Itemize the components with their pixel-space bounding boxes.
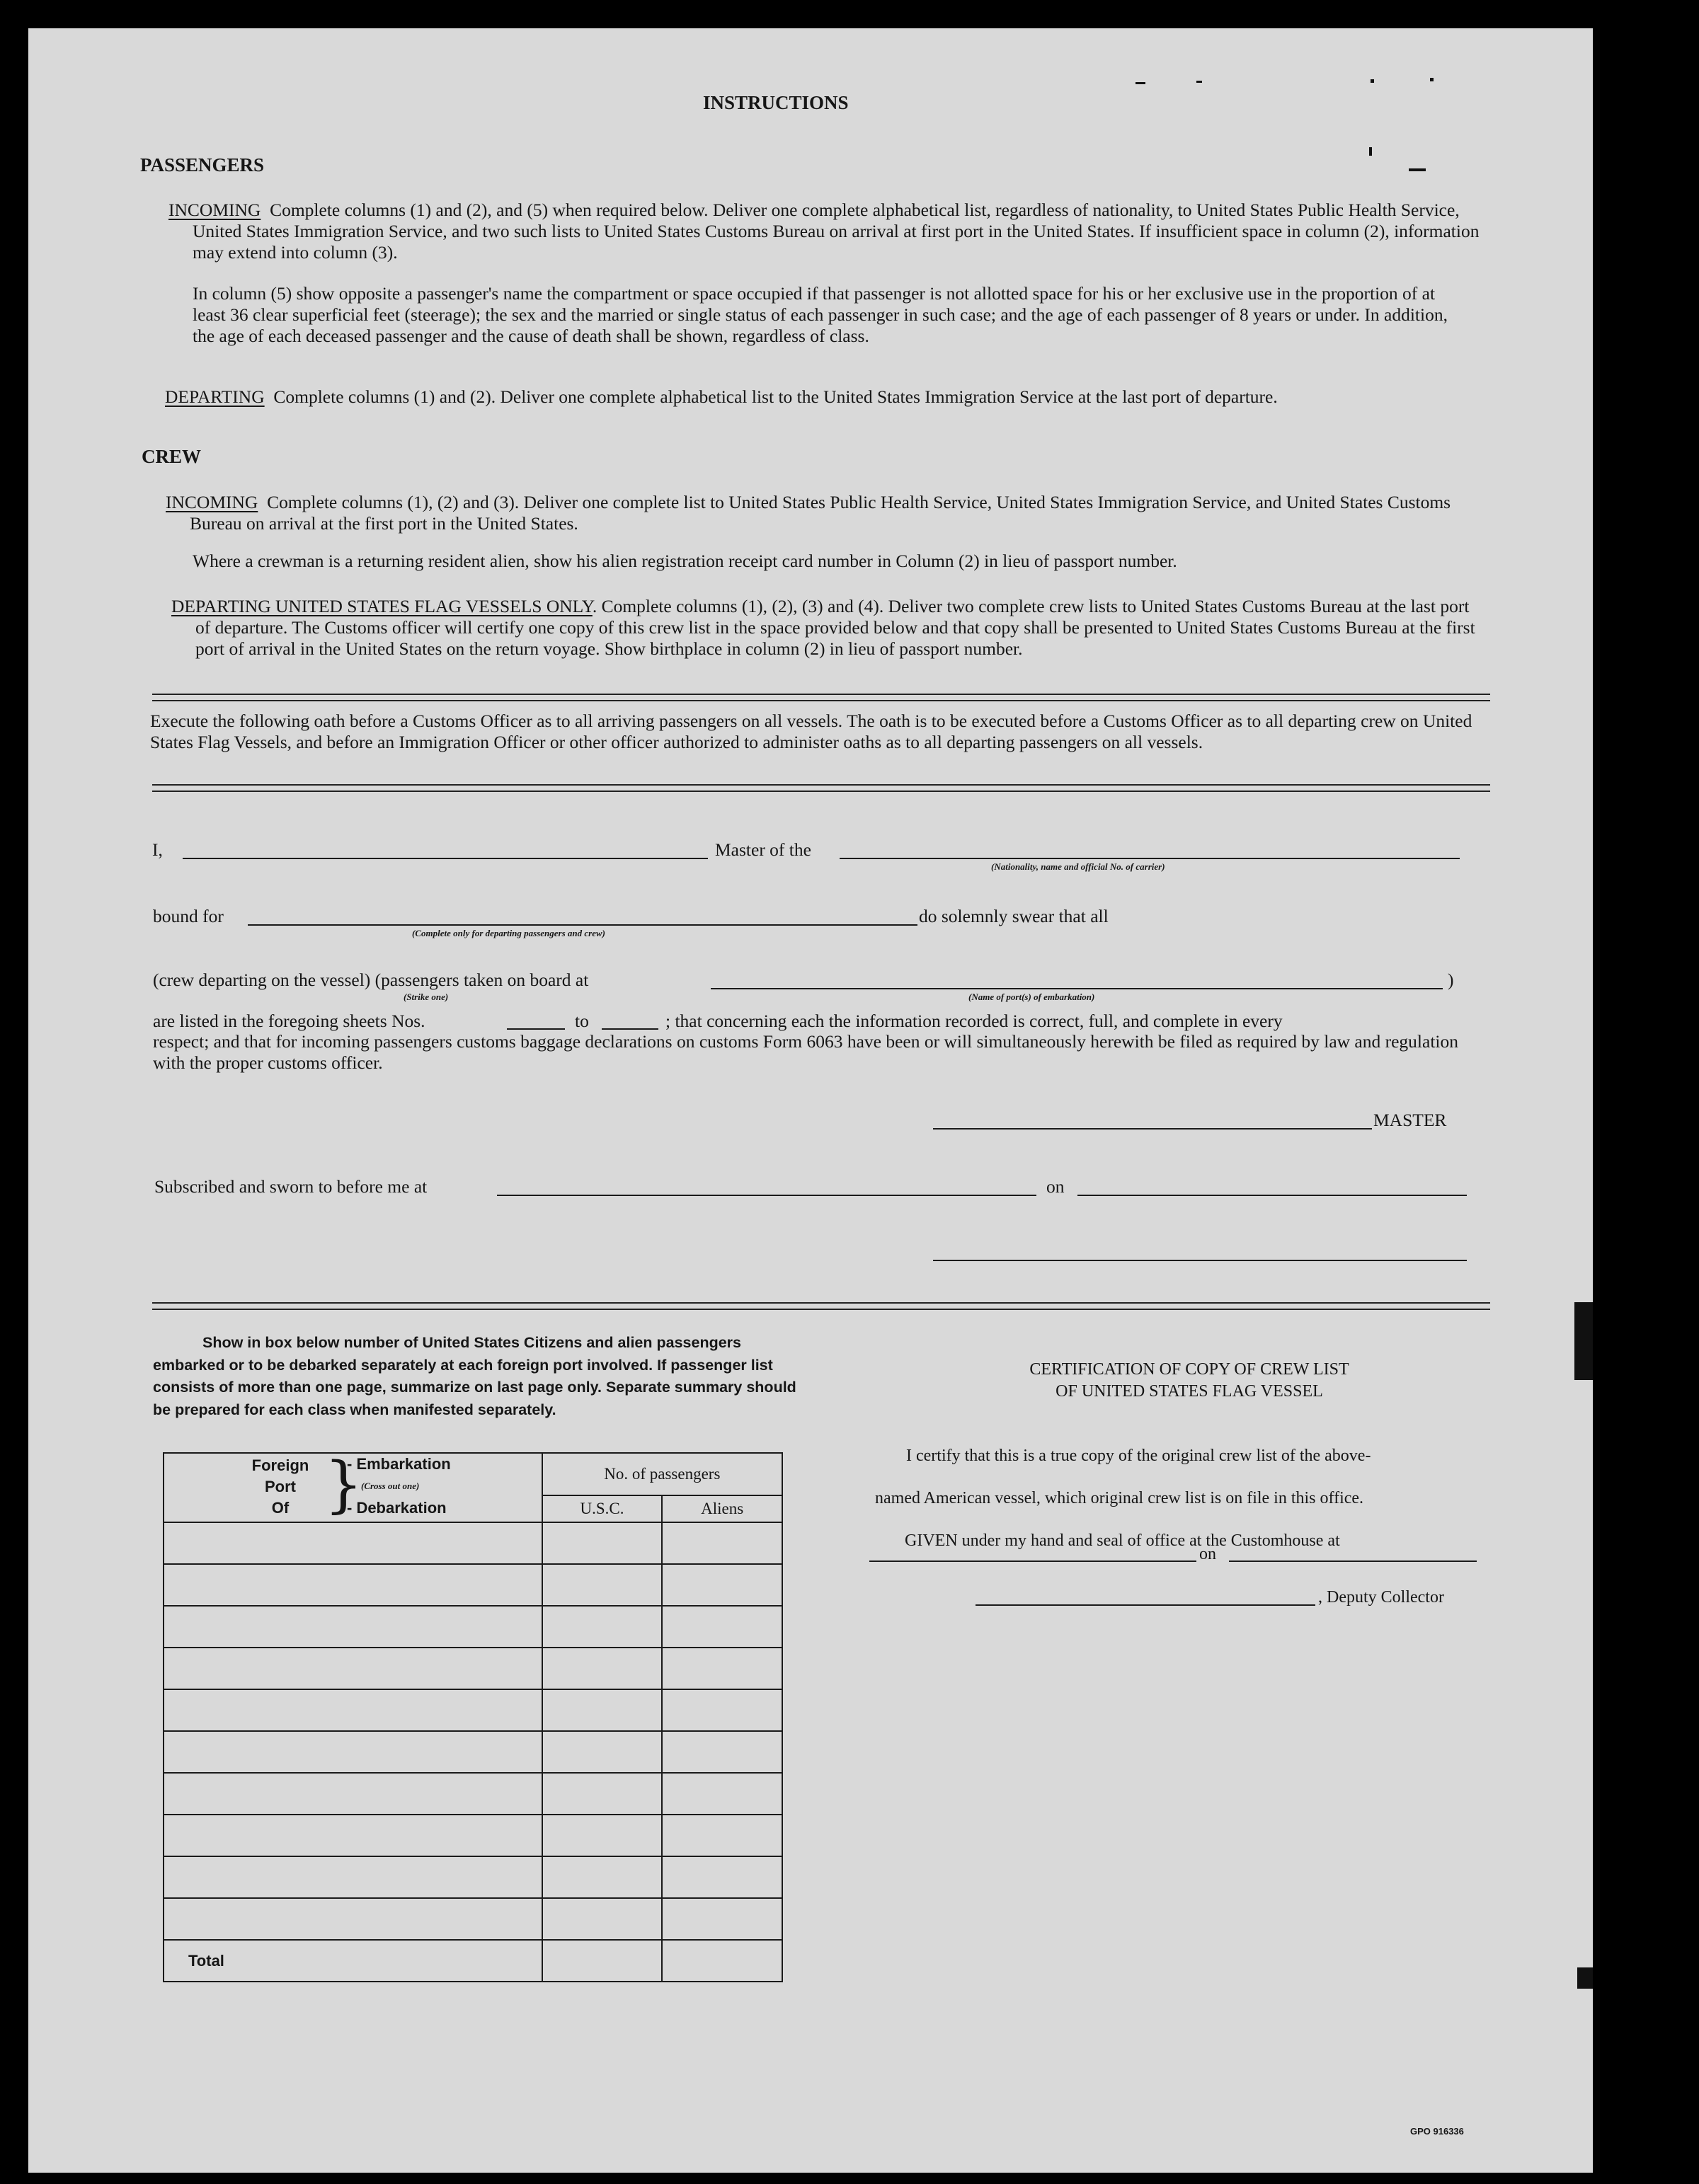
usc-cell[interactable] — [542, 1815, 663, 1856]
port-cell[interactable] — [164, 1731, 542, 1773]
crew-departing-label: DEPARTING UNITED STATES FLAG VESSELS ONLY — [171, 596, 593, 616]
double-rule-bottom — [152, 1302, 1490, 1310]
port-cell[interactable] — [164, 1564, 542, 1606]
passengers-departing-paragraph — [165, 386, 1481, 408]
scan-edge-mark — [1574, 1302, 1593, 1380]
master-of-the-label: Master of the — [715, 839, 811, 860]
summary-row — [164, 1815, 782, 1856]
sheet-to-field[interactable] — [602, 1028, 658, 1030]
complete-only-caption: (Complete only for departing passengers and crew) — [412, 928, 605, 938]
passengers-incoming-paragraph — [168, 200, 1481, 263]
summary-row — [164, 1564, 782, 1606]
summary-row — [164, 1522, 782, 1564]
crew-departing-paragraph — [171, 596, 1481, 660]
bound-for-label: bound for — [153, 906, 224, 926]
summary-instructions: Show in box below number of United States Citizens and alien passengers embarked or to be debarked separately at each foreign port involved. If passenger list consists of more than one page, summarize on last page only. Separate summary should be prepared for each class when manifested separately. — [153, 1334, 796, 1418]
scan-speck — [1135, 82, 1145, 84]
passengers-departing-text: Complete columns (1) and (2). Deliver one complete alphabetical list to the United States Immigration Service at the last port of departure. — [273, 386, 1278, 407]
passengers-header-cell: No. of passengers — [542, 1453, 782, 1495]
bound-for-field[interactable] — [248, 924, 917, 926]
summary-row — [164, 1856, 782, 1898]
subscribed-label: Subscribed and sworn to before me at — [154, 1176, 428, 1197]
crew-incoming-label: INCOMING — [166, 492, 258, 512]
double-rule-oath — [152, 784, 1490, 792]
usc-cell[interactable] — [542, 1606, 663, 1648]
port-cell[interactable] — [164, 1689, 542, 1731]
passengers-incoming-text: Complete columns (1) and (2), and (5) when required below. Deliver one complete alphabetical list, regardless of nationality, to United States Public Health Service, United States Immigration Service, and two such lists to United States Customs Bureau on arrival at first port in the United States. If insufficient space in column (2), information may extend into column (3). — [193, 200, 1480, 263]
usc-cell[interactable] — [542, 1856, 663, 1898]
usc-cell[interactable] — [542, 1773, 663, 1815]
ports-caption: (Name of port(s) of embarkation) — [968, 992, 1095, 1002]
usc-cell[interactable] — [542, 1731, 663, 1773]
summary-row — [164, 1731, 782, 1773]
listed-prefix: are listed in the foregoing sheets Nos. — [153, 1011, 425, 1031]
crew-departing-text: . Complete columns (1), (2), (3) and (4). Deliver two complete crew lists to United States Customs Bureau at the last port of departure. The Customs officer will certify one copy of this crew list in the space provided below and that copy shall be presented to United States Customs Bureau at the first port of arrival in the United States on the return voyage. Show birthplace in column (2) in lieu of passport number. — [195, 596, 1475, 659]
embarkation-ports-field[interactable] — [711, 988, 1443, 989]
summary-row — [164, 1773, 782, 1815]
port-cell[interactable] — [164, 1815, 542, 1856]
port-cell[interactable] — [164, 1898, 542, 1940]
swear-label: do solemnly swear that all — [919, 906, 1109, 926]
summary-row — [164, 1898, 782, 1940]
passengers-departing-label: DEPARTING — [165, 386, 265, 407]
usc-cell[interactable] — [542, 1898, 663, 1940]
carrier-field[interactable] — [840, 858, 1460, 859]
sworn-date-field[interactable] — [1077, 1195, 1467, 1196]
certification-date-field[interactable] — [1229, 1561, 1477, 1562]
certification-title-line2: OF UNITED STATES FLAG VESSEL — [1056, 1382, 1323, 1401]
port-cell[interactable] — [164, 1773, 542, 1815]
usc-cell[interactable] — [542, 1564, 663, 1606]
scan-speck — [1196, 81, 1202, 83]
passengers-heading: PASSENGERS — [140, 154, 265, 176]
crew-incoming-paragraph — [166, 492, 1481, 534]
close-paren: ) — [1448, 970, 1454, 990]
scan-speck — [1430, 78, 1434, 81]
crew-departing-label: (crew departing on the vessel) (passengers taken on board at — [153, 970, 589, 990]
strike-one-caption: (Strike one) — [404, 992, 449, 1002]
master-name-field[interactable] — [183, 858, 708, 859]
total-row — [164, 1940, 782, 1982]
given-line: GIVEN under my hand and seal of office at the Customhouse at — [905, 1531, 1340, 1550]
oath-instructions: Execute the following oath before a Customs Officer as to all arriving passengers on all vessels. The oath is to be executed before a Customs Officer as to all departing crew on United States Flag Vessels, and before an Immigration Officer or other officer authorized to administer oaths as to all departing passengers on all vessels. — [150, 711, 1472, 752]
scan-speck — [1371, 79, 1374, 83]
total-label: Total — [164, 1940, 542, 1982]
aliens-cell[interactable] — [662, 1856, 782, 1898]
crew-heading: CREW — [142, 446, 202, 467]
sworn-place-field[interactable] — [497, 1195, 1036, 1196]
port-label-line1: Foreign — [251, 1456, 309, 1474]
summary-row — [164, 1689, 782, 1731]
crew-resident-paragraph: Where a crewman is a returning resident alien, show his alien registration receipt card number in Column (2) in lieu of passport number. — [193, 551, 1177, 571]
deputy-collector-label: , Deputy Collector — [1318, 1588, 1444, 1607]
page-title: INSTRUCTIONS — [703, 92, 849, 113]
usc-cell[interactable] — [542, 1648, 663, 1689]
officer-signature-field[interactable] — [933, 1260, 1467, 1261]
brace-symbol: } — [324, 1449, 363, 1520]
total-usc-cell[interactable] — [542, 1940, 663, 1982]
gpo-code: GPO 916336 — [1410, 2126, 1464, 2137]
port-cell[interactable] — [164, 1648, 542, 1689]
passengers-column5-paragraph: In column (5) show opposite a passenger's name the compartment or space occupied if that passenger is not allotted space for his or her exclusive use in the proportion of at least 36 clear superficial feet (steerage); the sex and the married or single status of each passenger in such case; and the age of each passenger of 8 years or under. In addition, the age of each deceased passenger and the cause of death shall be shown, regardless of class. — [193, 283, 1448, 346]
aliens-cell[interactable] — [662, 1522, 782, 1564]
oath-i-label: I, — [152, 839, 163, 860]
aliens-cell[interactable] — [662, 1898, 782, 1940]
passengers-incoming-label: INCOMING — [168, 200, 261, 220]
port-cell[interactable] — [164, 1856, 542, 1898]
total-aliens-cell[interactable] — [662, 1940, 782, 1982]
carrier-caption: (Nationality, name and official No. of carrier) — [991, 861, 1165, 872]
usc-cell[interactable] — [542, 1522, 663, 1564]
form-page — [28, 28, 1593, 2173]
aliens-cell[interactable] — [662, 1815, 782, 1856]
sworn-on-label: on — [1046, 1176, 1065, 1197]
scan-speck — [1409, 168, 1426, 171]
aliens-header: Aliens — [662, 1495, 782, 1522]
port-label-line3: Of — [271, 1499, 290, 1517]
double-rule-top — [152, 694, 1490, 701]
aliens-cell[interactable] — [662, 1773, 782, 1815]
master-signature-field[interactable] — [933, 1128, 1372, 1130]
master-label: MASTER — [1373, 1110, 1447, 1130]
usc-cell[interactable] — [542, 1689, 663, 1731]
customhouse-field[interactable] — [869, 1561, 1196, 1562]
cross-out-caption: (Cross out one) — [361, 1481, 420, 1491]
aliens-cell[interactable] — [662, 1606, 782, 1648]
embarkation-label[interactable]: - Embarkation — [347, 1455, 451, 1473]
summary-body — [164, 1522, 782, 1940]
aliens-cell[interactable] — [662, 1648, 782, 1689]
aliens-cell[interactable] — [662, 1564, 782, 1606]
port-header-cell — [164, 1449, 542, 1522]
summary-row — [164, 1648, 782, 1689]
port-cell[interactable] — [164, 1606, 542, 1648]
listed-suffix: ; that concerning each the information recorded is correct, full, and complete in every — [665, 1011, 1283, 1031]
crew-incoming-text: Complete columns (1), (2) and (3). Deliver one complete list to United States Public Health Service, United States Immigration Service, and United States Customs Bureau on arrival at the first port in the United States. — [190, 492, 1451, 534]
port-label — [238, 1455, 323, 1519]
certification-title — [977, 1359, 1402, 1403]
port-label-line2: Port — [265, 1478, 296, 1495]
to-label: to — [575, 1011, 589, 1031]
port-cell[interactable] — [164, 1522, 542, 1564]
usc-header: U.S.C. — [542, 1495, 663, 1522]
deputy-signature-field[interactable] — [976, 1604, 1315, 1606]
debarkation-label[interactable]: - Debarkation — [347, 1499, 447, 1517]
respect-paragraph: respect; and that for incoming passengers customs baggage declarations on customs Form 6063 have been or will simultaneously herewith be filed as required by law and regulation with the proper customs officer. — [153, 1031, 1459, 1073]
aliens-cell[interactable] — [662, 1731, 782, 1773]
certification-on-label: on — [1199, 1545, 1216, 1563]
certify-line2: named American vessel, which original crew list is on file in this office. — [875, 1489, 1364, 1507]
sheet-from-field[interactable] — [507, 1028, 565, 1030]
scan-edge-mark — [1577, 1967, 1593, 1989]
scan-speck — [1369, 147, 1372, 156]
certify-line1: I certify that this is a true copy of the original crew list of the above- — [906, 1447, 1371, 1465]
passenger-summary-table — [163, 1449, 783, 1982]
aliens-cell[interactable] — [662, 1689, 782, 1731]
summary-row — [164, 1606, 782, 1648]
certification-title-line1: CERTIFICATION OF COPY OF CREW LIST — [1029, 1360, 1349, 1379]
